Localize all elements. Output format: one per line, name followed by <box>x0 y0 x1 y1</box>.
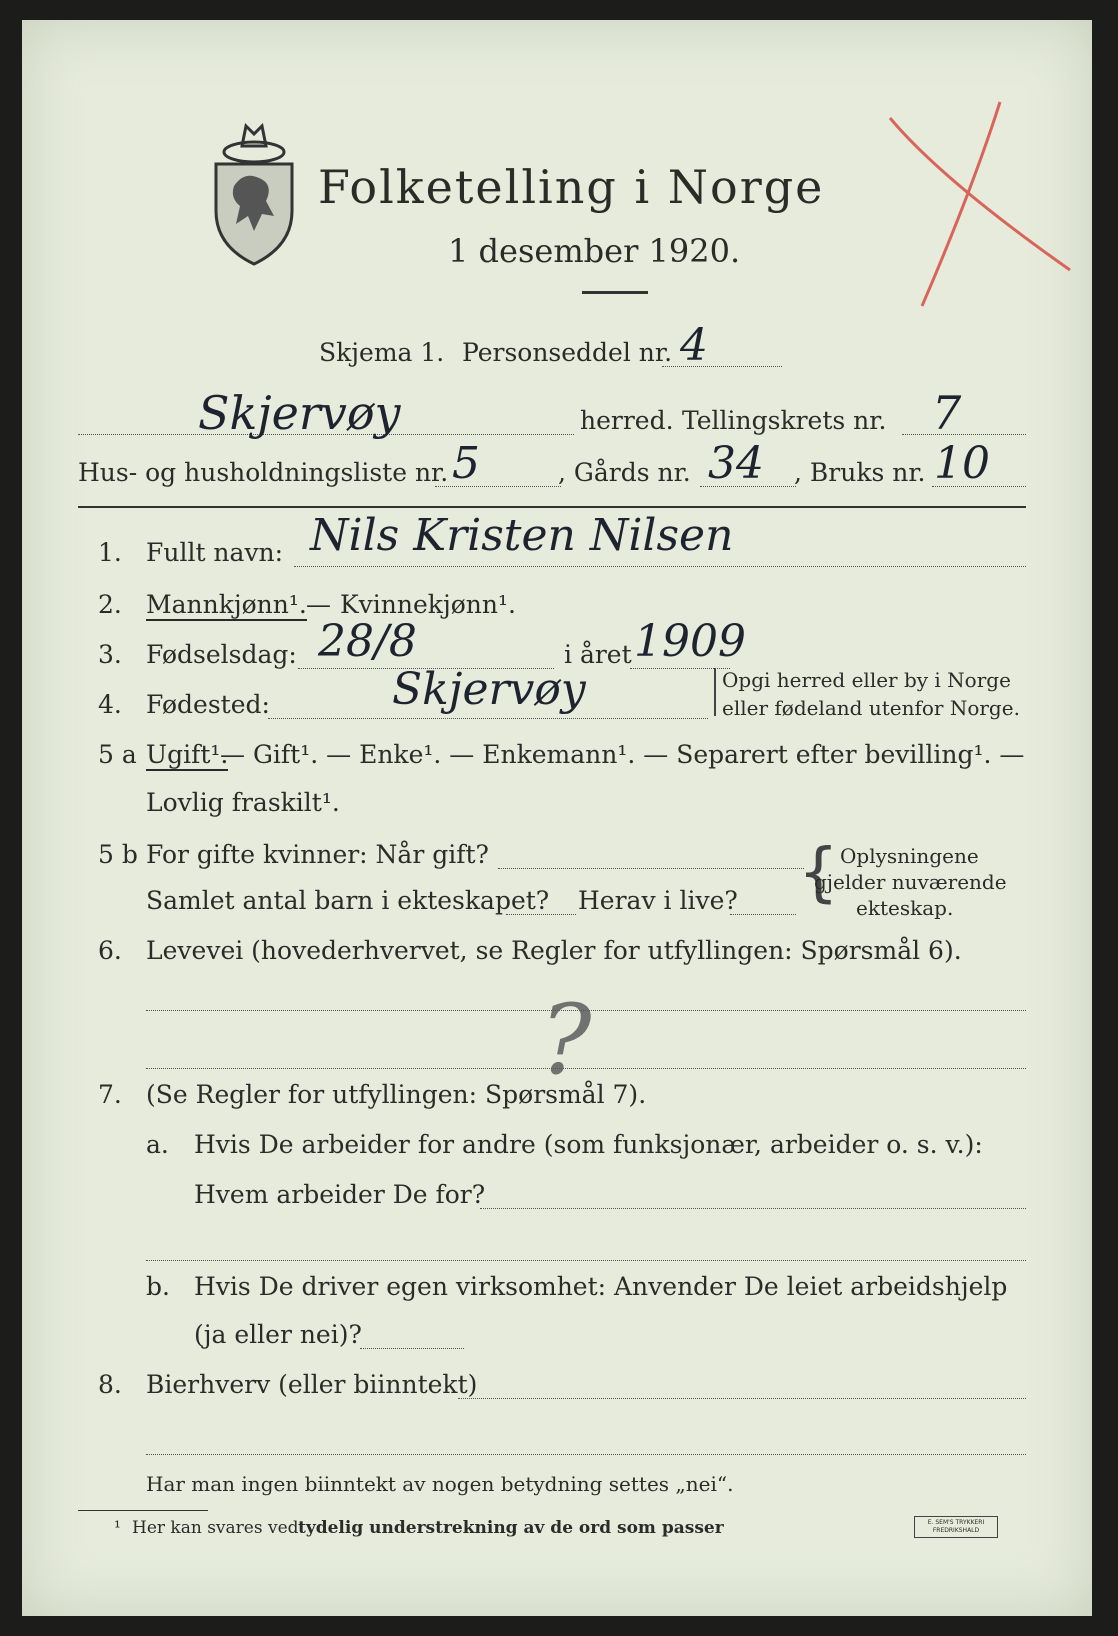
q8-number: 8. <box>98 1370 122 1399</box>
q7a-line2: Hvem arbeider De for? <box>194 1180 486 1209</box>
footnote-text-bold: tydelig understrekning av de ord som passer <box>298 1518 724 1538</box>
herred-label: herred. <box>580 406 674 435</box>
q4-note-line1: Opgi herred eller by i Norge <box>722 668 1011 692</box>
skjema-label: Skjema 1. <box>319 338 445 367</box>
q7b-line1: Hvis De driver egen virksomhet: Anvender De leiet arbeidshjelp <box>194 1272 1008 1301</box>
q8-answer-line1 <box>458 1398 1026 1399</box>
q7a-answer-line2 <box>146 1260 1026 1261</box>
q5b-note-line2: gjelder nuværende <box>814 870 1007 894</box>
q7b-line2: (ja eller nei)? <box>194 1320 362 1349</box>
personseddel-label: Personseddel nr. <box>462 338 673 367</box>
q1-number: 1. <box>98 538 122 567</box>
q3-number: 3. <box>98 640 122 669</box>
printer-stamp-line1: E. SEM'S TRYKKERI <box>927 1519 985 1526</box>
tellingskrets-line <box>902 434 1026 435</box>
q4-note-bracket <box>714 668 716 716</box>
q3-value: 28/8 <box>318 616 417 667</box>
herred-value: Skjervøy <box>198 386 401 440</box>
q3-year-label: i året <box>564 640 632 669</box>
q6-label: Levevei (hovederhvervet, se Regler for utfyllingen: Spørsmål 6). <box>146 936 962 965</box>
q5a-option-fraskilt: Lovlig fraskilt¹. <box>146 788 340 817</box>
form-date: 1 desember 1920. <box>448 232 741 270</box>
q5b-herav-line <box>730 914 796 915</box>
footnote-text-plain: Her kan svares ved <box>132 1518 299 1538</box>
q5b-note-line1: Oplysningene <box>840 844 979 868</box>
q5b-note-line3: ekteskap. <box>856 896 954 920</box>
q2-number: 2. <box>98 590 122 619</box>
tellingskrets-value: 7 <box>932 386 962 440</box>
q8-answer-line2 <box>146 1454 1026 1455</box>
q5b-note-brace: { <box>798 836 839 910</box>
q5b-label-herav: Herav i live? <box>578 886 738 915</box>
q7-number: 7. <box>98 1080 122 1109</box>
q7a-letter: a. <box>146 1130 169 1159</box>
q7a-answer-line1 <box>480 1208 1026 1209</box>
q5b-nar-gift-line <box>498 868 804 869</box>
q5b-label-nar-gift: For gifte kvinner: Når gift? <box>146 840 489 869</box>
q6-value: ? <box>540 984 592 1096</box>
q1-line <box>294 566 1026 567</box>
footnote-mark: ¹ <box>114 1518 121 1538</box>
census-form-page <box>22 20 1092 1616</box>
q7b-letter: b. <box>146 1272 170 1301</box>
footnote-divider <box>78 1510 208 1511</box>
q2-option-mannkjonn: Mannkjønn¹. <box>146 590 307 619</box>
bruks-label: , Bruks nr. <box>794 458 926 487</box>
q4-value: Skjervøy <box>392 664 586 715</box>
q5a-number: 5 a <box>98 740 137 769</box>
q4-line <box>268 718 708 719</box>
q5b-label-antal-barn: Samlet antal barn i ekteskapet? <box>146 886 550 915</box>
bruks-value: 10 <box>934 438 990 489</box>
q7a-line1: Hvis De arbeider for andre (som funksjonær, arbeider o. s. v.): <box>194 1130 983 1159</box>
q1-label: Fullt navn: <box>146 538 284 567</box>
q3-year-value: 1909 <box>634 616 746 667</box>
gards-value: 34 <box>708 438 764 489</box>
footer-note: Har man ingen biinntekt av nogen betydning settes „nei“. <box>146 1472 734 1496</box>
q5a-options: — Gift¹. — Enke¹. — Enkemann¹. — Separert efter bevilling¹. — <box>220 740 1025 769</box>
q2-option-kvinnekjonn: Kvinnekjønn¹. <box>340 590 516 619</box>
hus-value: 5 <box>452 438 480 489</box>
q2-separator: — <box>306 590 331 619</box>
tellingskrets-label: Tellingskrets nr. <box>682 406 887 435</box>
title-divider <box>582 291 648 294</box>
printer-stamp-line2: FREDRIKSHALD <box>932 1527 980 1534</box>
red-cross-mark-icon <box>882 100 1072 310</box>
q4-note-line2: eller fødeland utenfor Norge. <box>722 696 1020 720</box>
q5a-option-ugift: Ugift¹. <box>146 740 229 769</box>
form-title: Folketelling i Norge <box>318 160 825 214</box>
q5b-number: 5 b <box>98 840 138 869</box>
q6-number: 6. <box>98 936 122 965</box>
q7b-answer-line <box>360 1348 464 1349</box>
q4-label: Fødested: <box>146 690 270 719</box>
q1-value: Nils Kristen Nilsen <box>310 510 734 561</box>
q8-label: Bierhverv (eller biinntekt) <box>146 1370 478 1399</box>
hus-label: Hus- og husholdningsliste nr. <box>78 458 449 487</box>
q5b-antal-barn-line <box>506 914 576 915</box>
q4-number: 4. <box>98 690 122 719</box>
q3-label: Fødselsdag: <box>146 640 297 669</box>
gards-label: , Gårds nr. <box>558 458 691 487</box>
header-separator <box>78 506 1026 508</box>
norway-coat-of-arms-icon <box>204 116 304 266</box>
q7-label: (Se Regler for utfyllingen: Spørsmål 7). <box>146 1080 647 1109</box>
printer-stamp <box>914 1516 998 1538</box>
personseddel-value: 4 <box>680 320 708 371</box>
